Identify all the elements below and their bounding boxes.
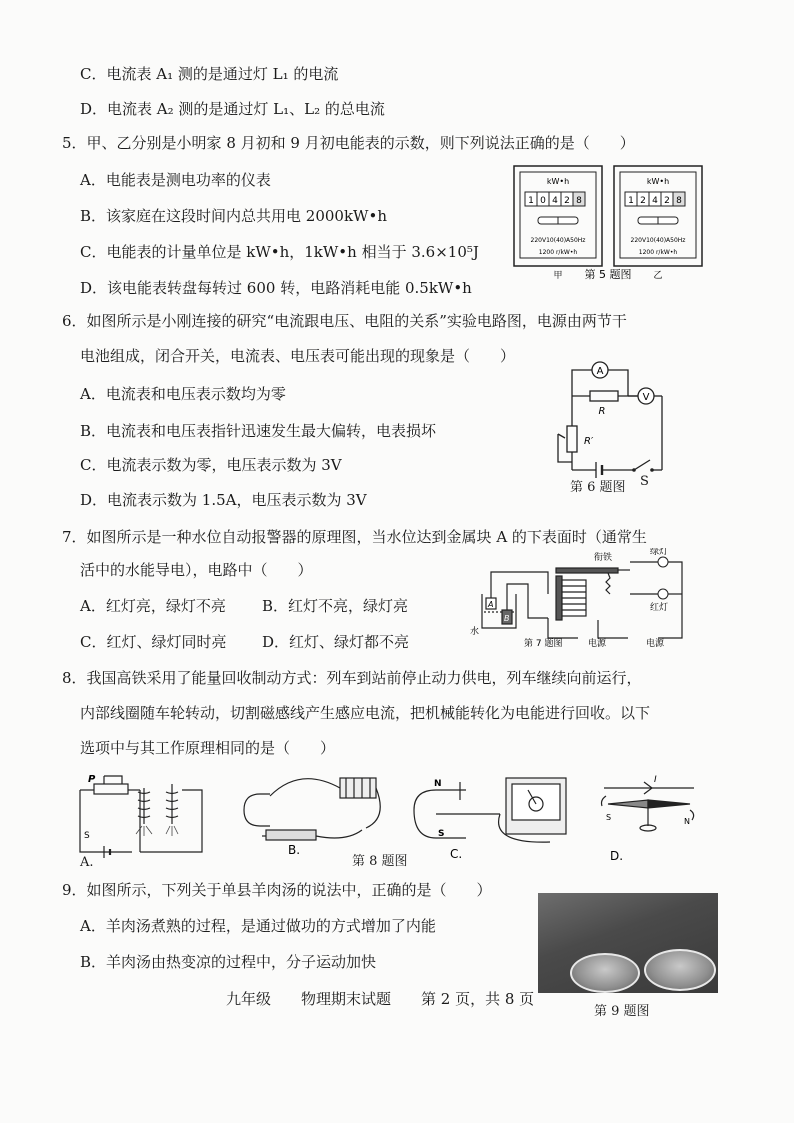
meter-yi-digit: 1 — [628, 196, 634, 206]
q6-option-d: D．电流表示数为 1.5A，电压表示数为 3V — [80, 491, 367, 509]
q7-stem-line1: 7．如图所示是一种水位自动报警器的原理图，当水位达到金属块 A 的下表面时（通常生 — [62, 528, 647, 546]
fig6-caption: 第 6 题图 — [570, 480, 626, 495]
q5-option-a: A．电能表是测电功率的仪表 — [80, 171, 271, 189]
meter-jia-digit: 1 — [528, 196, 534, 206]
meter-jia-digit: 8 — [576, 196, 582, 206]
fig7-alarm — [468, 548, 690, 648]
fig8-c-s-label: S — [438, 829, 445, 839]
fig8-c-label: C. — [450, 847, 463, 860]
q7-option-a: A．红灯亮，绿灯不亮 — [80, 597, 226, 615]
meter-yi-digit: 8 — [676, 196, 682, 206]
soup-bowl — [570, 953, 640, 993]
q9-stem: 9．如图所示，下列关于单县羊肉汤的说法中，正确的是（ ） — [62, 881, 492, 899]
green-lamp-label: 绿灯 — [650, 548, 669, 557]
fig8-a-diagram — [72, 770, 222, 866]
fig8-a-label: A. — [80, 855, 94, 870]
fig8-d-diagram — [594, 770, 704, 862]
q8-stem-line2: 内部线圈随车轮转动，切割磁感线产生感应电流，把机械能转化为电能进行回收。以下 — [80, 704, 651, 722]
fig8-caption: 第 8 题图 — [352, 854, 408, 869]
q7-stem-line2: 活中的水能导电），电路中（ ） — [80, 561, 313, 579]
meter-jia — [514, 166, 602, 266]
voltmeter-symbol: V — [642, 392, 650, 403]
fig8-c-n-label: N — [434, 779, 442, 789]
q6-stem-line2: 电池组成，闭合开关，电流表、电压表可能出现的现象是（ ） — [80, 347, 516, 365]
q7-option-b: B．红灯不亮，绿灯亮 — [262, 597, 409, 615]
fig8-b-label: B. — [288, 843, 301, 856]
q5-option-b: B．该家庭在这段时间内总共用电 2000kW•h — [80, 207, 387, 225]
metal-b-label: B — [504, 614, 510, 623]
q8-stem-line3: 选项中与其工作原理相同的是（ ） — [80, 739, 336, 757]
q7-option-c: C．红灯、绿灯同时亮 — [80, 633, 227, 651]
q5-stem: 5．甲、乙分别是小明家 8 月初和 9 月初电能表的示数，则下列说法正确的是（ ） — [62, 134, 635, 152]
power-label-1: 电源 — [588, 639, 607, 648]
q6-option-c: C．电流表示数为零，电压表示数为 3V — [80, 456, 342, 474]
fig7-caption: 第 7 题图 — [524, 639, 563, 648]
meter-yi-spec: 220V10(40)A50Hz — [630, 237, 686, 244]
resistor-label: R — [598, 406, 606, 417]
meter-yi-digit: 2 — [664, 196, 670, 206]
page-footer: 九年级 物理期末试题 第 2 页，共 8 页 — [226, 990, 535, 1008]
q5-option-c: C．电能表的计量单位是 kW•h，1kW•h 相当于 3.6×10⁵J — [80, 243, 479, 261]
fig5-meters — [508, 162, 708, 287]
q6-stem-line1: 6．如图所示是小刚连接的研究“电流跟电压、电阻的关系”实验电路图，电源由两节干 — [62, 312, 627, 330]
fig8-c-diagram — [400, 770, 580, 860]
fig8-a-p-label: P — [88, 774, 96, 785]
q9-option-a: A．羊肉汤煮熟的过程，是通过做功的方式增加了内能 — [80, 917, 436, 935]
ammeter-symbol: A — [596, 366, 604, 377]
armature-label: 衔铁 — [594, 553, 613, 563]
q7-option-d: D．红灯、绿灯都不亮 — [262, 633, 410, 651]
meter-yi-unit: kW•h — [646, 177, 670, 186]
meter-jia-spec: 220V10(40)A50Hz — [530, 237, 586, 244]
q5-option-d: D．该电能表转盘每转过 600 转，电路消耗电能 0.5kW•h — [80, 279, 472, 297]
q9-option-b: B．羊肉汤由热变凉的过程中，分子运动加快 — [80, 953, 377, 971]
meter-jia-digit: 2 — [564, 196, 570, 206]
fig8-d-label: D. — [610, 849, 624, 862]
fig8-d-s-label: S — [606, 813, 612, 822]
meter-yi-digit: 4 — [652, 196, 658, 206]
fig6-circuit — [550, 356, 690, 490]
q6-option-b: B．电流表和电压表指针迅速发生最大偏转，电表损坏 — [80, 422, 437, 440]
meter-jia-digit: 4 — [552, 196, 558, 206]
red-lamp-label: 红灯 — [650, 603, 669, 613]
fig8-b-diagram — [236, 770, 386, 856]
fig8-d-i-label: I — [654, 775, 657, 785]
meter-yi-label: 乙 — [653, 271, 663, 281]
fig9-photo — [538, 893, 718, 993]
rheostat-label: R′ — [584, 436, 594, 447]
q8-stem-line1: 8．我国高铁采用了能量回收制动方式：列车到站前停止动力供电，列车继续向前运行， — [62, 669, 642, 687]
water-label: 水 — [470, 627, 480, 637]
q4-option-d: D．电流表 A₂ 测的是通过灯 L₁、L₂ 的总电流 — [80, 100, 385, 118]
power-label-2: 电源 — [646, 639, 665, 648]
fig5-caption: 第 5 题图 — [584, 268, 632, 281]
fig8-a-s-label: S — [84, 831, 90, 841]
meter-jia-unit: kW•h — [546, 177, 570, 186]
meter-yi — [614, 166, 702, 266]
q4-option-c: C．电流表 A₁ 测的是通过灯 L₁ 的电流 — [80, 65, 339, 83]
fig8-d-n-label: N — [684, 817, 690, 826]
soup-bowl — [644, 949, 716, 991]
metal-a-label: A — [488, 600, 494, 609]
fig6-switch-label: S — [640, 474, 649, 489]
fig9-caption: 第 9 题图 — [594, 1004, 650, 1019]
meter-jia-digit: 0 — [540, 196, 546, 206]
meter-jia-rev: 1200 r/kW•h — [538, 249, 578, 256]
q6-option-a: A．电流表和电压表示数均为零 — [80, 385, 286, 403]
meter-yi-digit: 2 — [640, 196, 646, 206]
meter-jia-label: 甲 — [553, 271, 563, 281]
meter-yi-rev: 1200 r/kW•h — [638, 249, 678, 256]
